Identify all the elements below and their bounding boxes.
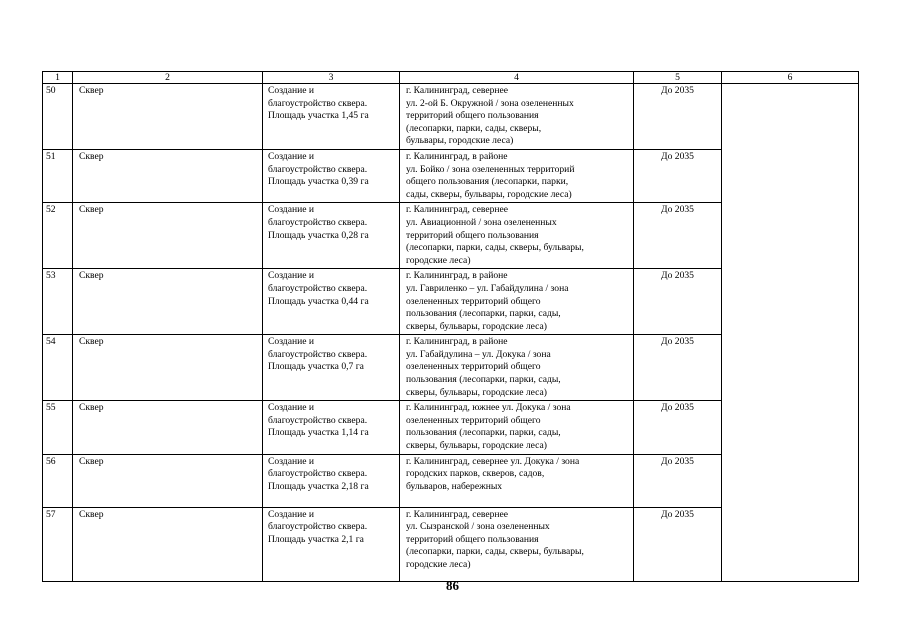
object-action: Создание и благоустройство сквера. Площадь участка 0,39 га [263,149,400,202]
table-header-row [43,72,859,84]
column-header-1: 1 [43,72,73,84]
object-action: Создание и благоустройство сквера. Площадь участка 0,7 га [263,335,400,401]
object-term: До 2035 [634,335,722,401]
object-name: Сквер [73,507,263,581]
row-number: 55 [43,401,73,454]
object-location: г. Калининград, севернее ул. Докука / зона городских парков, скверов, садов, бульваров, набережных [400,454,634,507]
column-header-4: 4 [400,72,634,84]
object-name: Сквер [73,269,263,335]
object-term: До 2035 [634,507,722,581]
object-name: Сквер [73,401,263,454]
object-action: Создание и благоустройство сквера. Площадь участка 0,28 га [263,203,400,269]
object-term: До 2035 [634,149,722,202]
object-location: г. Калининград, в районе ул. Бойко / зона озелененных территорий общего пользования (лесопарки, парки, сады, скверы, бульвары, городские леса) [400,149,634,202]
object-name: Сквер [73,84,263,150]
column-header-3: 3 [263,72,400,84]
row-number: 54 [43,335,73,401]
column-header-6: 6 [722,72,859,84]
object-location: г. Калининград, севернее ул. Авиационной / зона озелененных территорий общего пользования (лесопарки, парки, сады, скверы, бульвары, городские леса) [400,203,634,269]
object-location: г. Калининград, в районе ул. Габайдулина – ул. Докука / зона озелененных территорий общего пользования (лесопарки, парки, сады, скверы, бульвары, городские леса) [400,335,634,401]
object-name: Сквер [73,149,263,202]
object-action: Создание и благоустройство сквера. Площадь участка 0,44 га [263,269,400,335]
table-row [43,84,859,150]
object-term: До 2035 [634,401,722,454]
column-header-2: 2 [73,72,263,84]
object-term: До 2035 [634,269,722,335]
notes-cell [722,84,859,582]
page-number: 86 [446,578,459,593]
row-number: 53 [43,269,73,335]
object-term: До 2035 [634,454,722,507]
row-number: 51 [43,149,73,202]
object-name: Сквер [73,454,263,507]
object-term: До 2035 [634,84,722,150]
object-action: Создание и благоустройство сквера. Площадь участка 1,45 га [263,84,400,150]
row-number: 50 [43,84,73,150]
column-header-5: 5 [634,72,722,84]
object-location: г. Калининград, южнее ул. Докука / зона озелененных территорий общего пользования (лесопарки, парки, сады, скверы, бульвары, городские леса) [400,401,634,454]
object-action: Создание и благоустройство сквера. Площадь участка 2,1 га [263,507,400,581]
object-term: До 2035 [634,203,722,269]
data-table [42,71,859,582]
object-location: г. Калининград, в районе ул. Гавриленко – ул. Габайдулина / зона озелененных территорий общего пользования (лесопарки, парки, сады, скверы, бульвары, городские леса) [400,269,634,335]
row-number: 52 [43,203,73,269]
object-name: Сквер [73,203,263,269]
row-number: 56 [43,454,73,507]
object-name: Сквер [73,335,263,401]
object-action: Создание и благоустройство сквера. Площадь участка 2,18 га [263,454,400,507]
object-location: г. Калининград, севернее ул. Сызранской / зона озелененных территорий общего пользования (лесопарки, парки, сады, скверы, бульвары, городские леса) [400,507,634,581]
row-number: 57 [43,507,73,581]
object-location: г. Калининград, севернее ул. 2-ой Б. Окружной / зона озелененных территорий общего пользования (лесопарки, парки, сады, скверы, бульвары, городские леса) [400,84,634,150]
object-action: Создание и благоустройство сквера. Площадь участка 1,14 га [263,401,400,454]
